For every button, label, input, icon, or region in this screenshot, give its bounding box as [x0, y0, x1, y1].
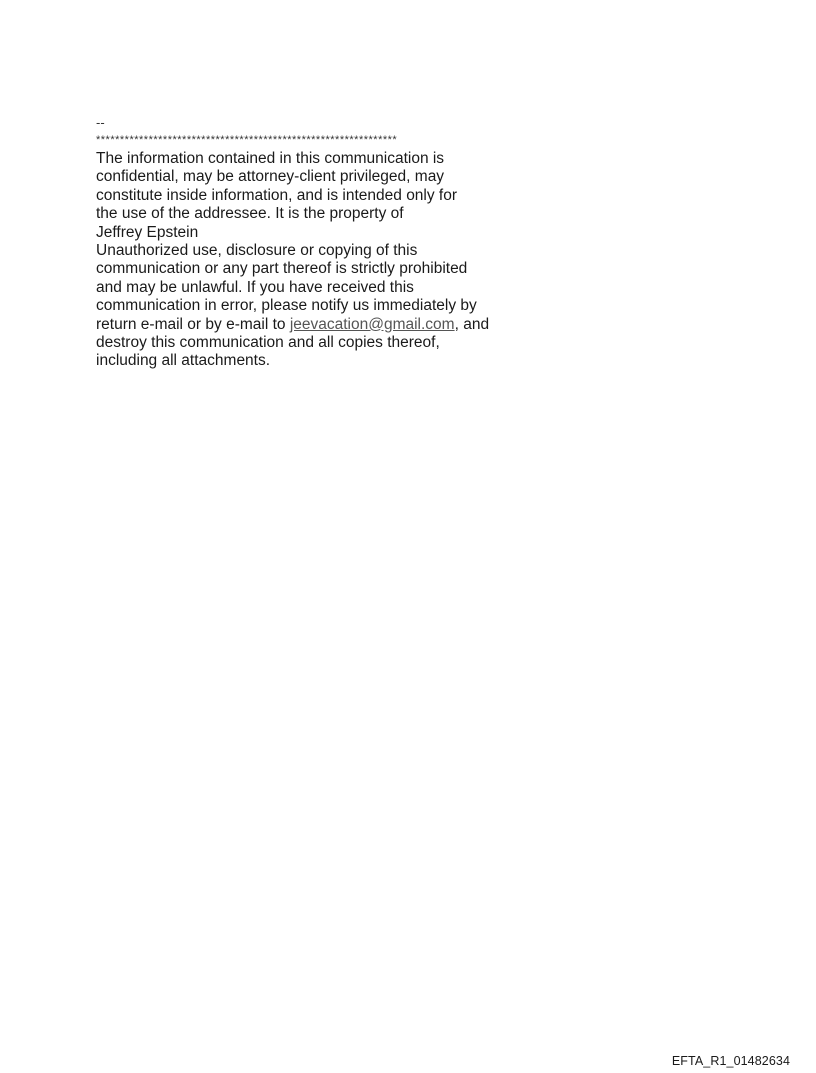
property-owner-line: Jeffrey Epstein — [96, 223, 199, 241]
email-signature-block — [96, 116, 526, 371]
disclaimer-line: constitute inside information, and is intended only for — [96, 186, 458, 204]
signature-separator: -- — [96, 115, 105, 130]
disclaimer-line-with-email — [96, 316, 526, 334]
disclaimer-line: confidential, may be attorney-client privileged, may — [96, 168, 445, 186]
disclaimer-line: including all attachments. — [96, 352, 271, 370]
confidentiality-disclaimer — [96, 150, 526, 371]
disclaimer-line: destroy this communication and all copies thereof, — [96, 334, 440, 352]
disclaimer-text: return e-mail or by e-mail to — [96, 315, 290, 333]
disclaimer-line: the use of the addressee. It is the property of — [96, 205, 404, 223]
disclaimer-line: Unauthorized use, disclosure or copying of this — [96, 242, 418, 260]
disclaimer-line: and may be unlawful. If you have received this — [96, 278, 414, 296]
disclaimer-line: communication in error, please notify us immediately by — [96, 297, 477, 315]
disclaimer-line: The information contained in this communication is — [96, 150, 445, 167]
email-link[interactable]: jeevacation@gmail.com — [289, 315, 455, 333]
disclaimer-line: communication or any part thereof is strictly prohibited — [96, 260, 468, 278]
document-id-stamp: EFTA_R1_01482634 — [671, 1054, 790, 1068]
asterisk-divider: *************************************************************** — [96, 134, 398, 146]
disclaimer-text: , and — [454, 315, 490, 333]
